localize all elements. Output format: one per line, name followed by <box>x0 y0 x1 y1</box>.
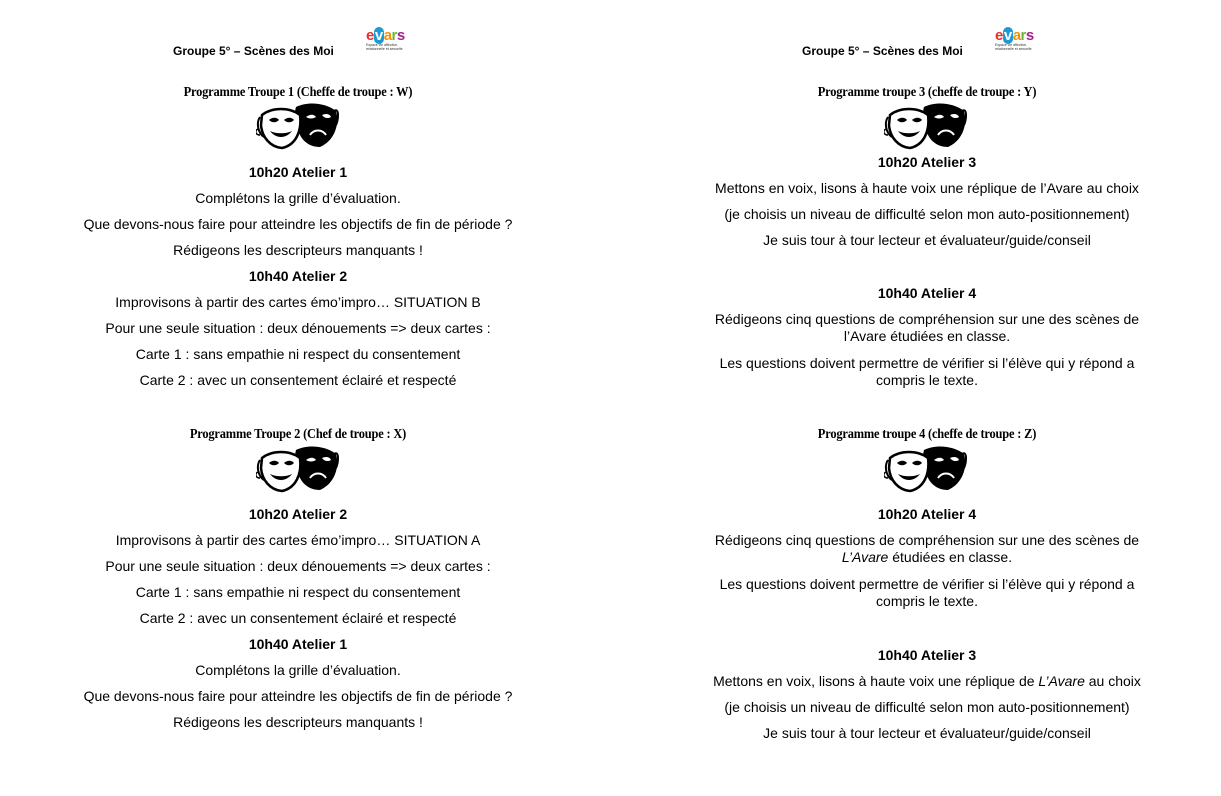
evars-logo <box>995 28 1047 54</box>
program-title: Programme Troupe 2 (Chef de troupe : X) <box>189 426 407 441</box>
evars-logo <box>366 28 418 54</box>
evars-logo-word: evars <box>995 27 1034 44</box>
session-line: Carte 1 : sans empathie ni respect du consentement <box>135 584 461 600</box>
text-segment: Rédigeons cinq questions de compréhension sur une des scènes de <box>714 532 1140 548</box>
evars-logo-word: evars <box>366 27 405 44</box>
theatre-masks-icon <box>884 101 968 151</box>
session-line: Les questions doivent permettre de vérifier si l’élève qui y répond a compris le texte. <box>719 355 1135 388</box>
text-segment: Mettons en voix, lisons à haute voix une réplique de <box>713 673 1039 689</box>
session-line: Complétons la grille d’évaluation. <box>195 662 401 678</box>
session-line: Rédigeons cinq questions de compréhension sur une des scènes de l’Avare étudiées en classe. <box>714 311 1140 344</box>
session-line: Complétons la grille d’évaluation. <box>195 190 401 206</box>
text-segment: au choix <box>1084 673 1141 689</box>
session-time: 10h40 Atelier 2 <box>248 268 348 284</box>
program-title: Programme Troupe 1 (Cheffe de troupe : W) <box>183 84 413 99</box>
session-line: Rédigeons les descripteurs manquants ! <box>173 714 423 730</box>
book-title: L’Avare <box>1038 673 1085 689</box>
session-time: 10h20 Atelier 1 <box>248 164 348 180</box>
program-title: Programme troupe 4 (cheffe de troupe : Z) <box>817 426 1037 441</box>
evars-logo-subtitle: Espace vie affective, relationnelle et sexuelle <box>995 43 1032 51</box>
session-line: Pour une seule situation : deux dénouements => deux cartes : <box>105 558 491 574</box>
session-line: Carte 2 : avec un consentement éclairé et respecté <box>139 610 457 626</box>
session-line: (je choisis un niveau de difficulté selon mon auto-positionnement) <box>724 699 1130 715</box>
session-line: Improvisons à partir des cartes émo’impro… SITUATION B <box>115 294 481 310</box>
text-segment: étudiées en classe. <box>888 549 1013 565</box>
session-time: 10h20 Atelier 4 <box>877 506 977 522</box>
session-line: Carte 1 : sans empathie ni respect du consentement <box>135 346 461 362</box>
session-line: Que devons-nous faire pour atteindre les objectifs de fin de période ? <box>83 688 513 704</box>
session-line: Pour une seule situation : deux dénouements => deux cartes : <box>105 320 491 336</box>
book-title: L’Avare <box>841 549 889 565</box>
session-time: 10h40 Atelier 4 <box>877 285 977 301</box>
theatre-masks-icon <box>256 444 340 494</box>
theatre-masks-icon <box>256 101 340 151</box>
session-line: Improvisons à partir des cartes émo’impro… SITUATION A <box>115 532 481 548</box>
session-line: Je suis tour à tour lecteur et évaluateur/guide/conseil <box>763 232 1091 248</box>
theatre-masks-icon <box>884 444 968 494</box>
session-time: 10h20 Atelier 2 <box>248 506 348 522</box>
session-time: 10h40 Atelier 1 <box>248 636 348 652</box>
page-header: Groupe 5° – Scènes des Moi <box>173 44 334 58</box>
session-line: Carte 2 : avec un consentement éclairé et respecté <box>139 372 457 388</box>
session-line: (je choisis un niveau de difficulté selon mon auto-positionnement) <box>724 206 1130 222</box>
evars-logo-subtitle: Espace vie affective, relationnelle et sexuelle <box>366 43 403 51</box>
session-time: 10h40 Atelier 3 <box>877 647 977 663</box>
session-line <box>697 673 1157 690</box>
session-line: Que devons-nous faire pour atteindre les objectifs de fin de période ? <box>83 216 513 232</box>
session-line: Rédigeons les descripteurs manquants ! <box>173 242 423 258</box>
session-line <box>702 532 1152 566</box>
session-line: Mettons en voix, lisons à haute voix une réplique de l’Avare au choix <box>715 180 1139 196</box>
page-header: Groupe 5° – Scènes des Moi <box>802 44 963 58</box>
session-time: 10h20 Atelier 3 <box>877 154 977 170</box>
session-line: Je suis tour à tour lecteur et évaluateur/guide/conseil <box>763 725 1091 741</box>
program-title: Programme troupe 3 (cheffe de troupe : Y) <box>817 84 1037 99</box>
session-line: Les questions doivent permettre de vérifier si l’élève qui y répond a compris le texte. <box>719 576 1135 609</box>
